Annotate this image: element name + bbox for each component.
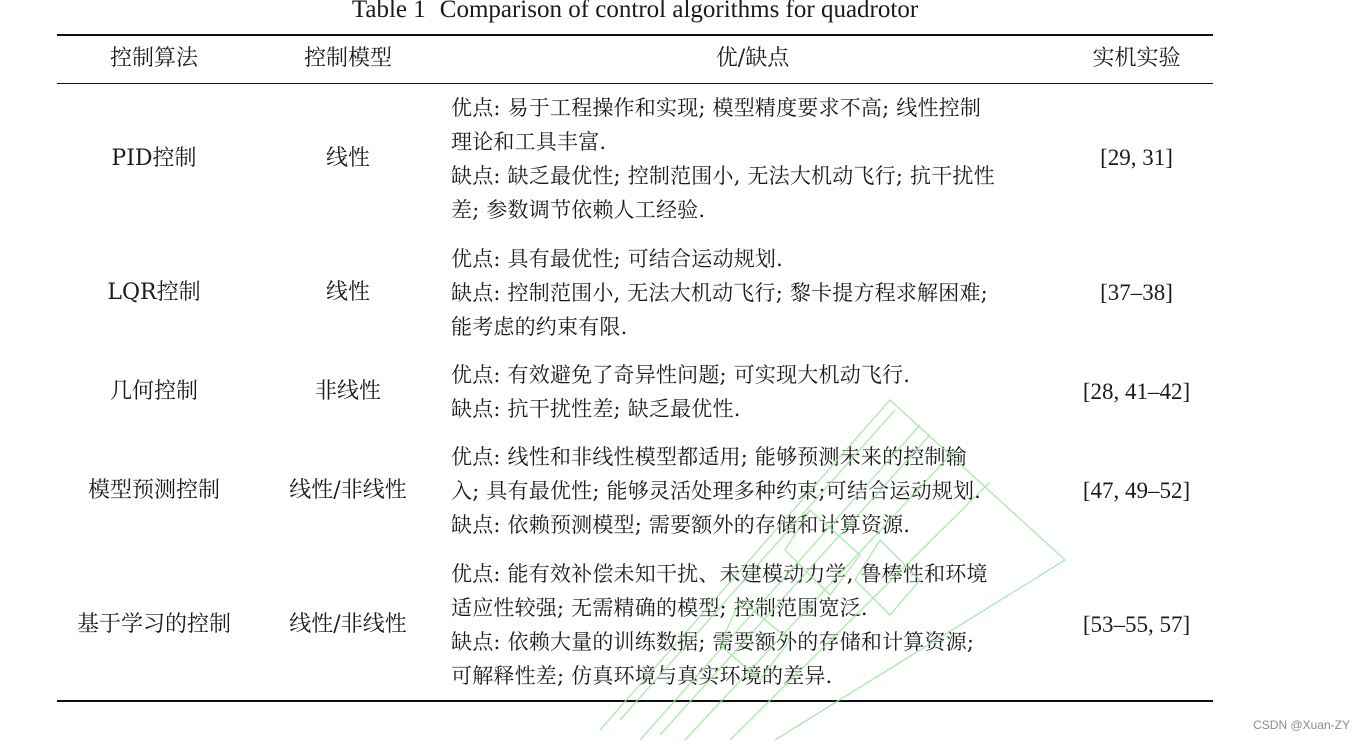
row-pid-description: [451, 91, 1051, 227]
row-pid-model: 线性: [325, 146, 370, 171]
row-lqr-desc-line: 能考虑的约束有限.: [451, 315, 628, 339]
row-lqr-desc-line: 缺点: 控制范围小, 无法大机动飞行; 黎卡提方程求解困难;: [451, 281, 988, 305]
table-caption: [0, 0, 1270, 28]
row-mpc-model: 线性/非线性: [289, 478, 407, 503]
header-pros-cons: 优/缺点: [715, 46, 790, 71]
row-pid-desc-line: 理论和工具丰富.: [451, 130, 607, 154]
row-learning-desc-line: 缺点: 依赖大量的训练数据; 需要额外的存储和计算资源;: [451, 630, 975, 654]
row-geometric-refs: [28, 41–42]: [1082, 379, 1191, 404]
source-watermark: CSDN @Xuan-ZY: [1253, 718, 1350, 732]
watermark-stamp-icon: [560, 390, 1080, 750]
row-mpc-desc-line: 入; 具有最优性; 能够灵活处理多种约束;可结合运动规划.: [451, 479, 982, 503]
table-top-rule: [57, 34, 1213, 36]
row-geometric-desc-line: 缺点: 抗干扰性差; 缺乏最优性.: [451, 397, 741, 421]
caption-title: Comparison of control algorithms for quadrotor: [439, 0, 919, 23]
row-pid-desc-line: 缺点: 缺乏最优性; 控制范围小, 无法大机动飞行; 抗干扰性: [451, 164, 995, 188]
row-mpc-desc-line: 缺点: 依赖预测模型; 需要额外的存储和计算资源.: [451, 513, 911, 537]
row-lqr-desc-line: 优点: 具有最优性; 可结合运动规划.: [451, 247, 783, 271]
row-mpc-refs: [47, 49–52]: [1082, 478, 1191, 503]
row-lqr-model: 线性: [325, 280, 370, 305]
row-learning-algorithm: 基于学习的控制: [76, 612, 231, 637]
row-learning-desc-line: 优点: 能有效补偿未知干扰、未建模动力学, 鲁棒性和环境: [451, 562, 988, 586]
row-lqr-algorithm: LQR控制: [107, 280, 201, 305]
row-mpc-algorithm: 模型预测控制: [87, 478, 220, 503]
row-learning-desc-line: 可解释性差; 仿真环境与真实环境的差异.: [451, 664, 833, 688]
row-lqr-refs: [37–38]: [1100, 280, 1173, 305]
row-mpc-desc-line: 优点: 线性和非线性模型都适用; 能够预测未来的控制输: [451, 445, 967, 469]
row-lqr-description: [451, 242, 1051, 344]
row-geometric-model: 非线性: [314, 379, 381, 404]
row-learning-refs: [53–55, 57]: [1082, 612, 1191, 637]
row-pid-desc-line: 优点: 易于工程操作和实现; 模型精度要求不高; 线性控制: [451, 96, 982, 120]
caption-label: Table 1: [351, 0, 426, 23]
row-learning-desc-line: 适应性较强; 无需精确的模型; 控制范围宽泛.: [451, 596, 868, 620]
header-model: 控制模型: [303, 46, 392, 71]
row-pid-algorithm: PID控制: [111, 146, 197, 171]
row-pid-desc-line: 差; 参数调节依赖人工经验.: [451, 198, 706, 222]
header-algorithm: 控制算法: [109, 46, 198, 71]
row-pid-refs: [29, 31]: [1100, 145, 1173, 170]
header-experiments: 实机实验: [1092, 46, 1181, 71]
row-geometric-algorithm: 几何控制: [109, 379, 198, 404]
row-geometric-desc-line: 优点: 有效避免了奇异性问题; 可实现大机动飞行.: [451, 363, 911, 387]
table-header-rule: [57, 83, 1213, 84]
row-learning-model: 线性/非线性: [289, 612, 407, 637]
